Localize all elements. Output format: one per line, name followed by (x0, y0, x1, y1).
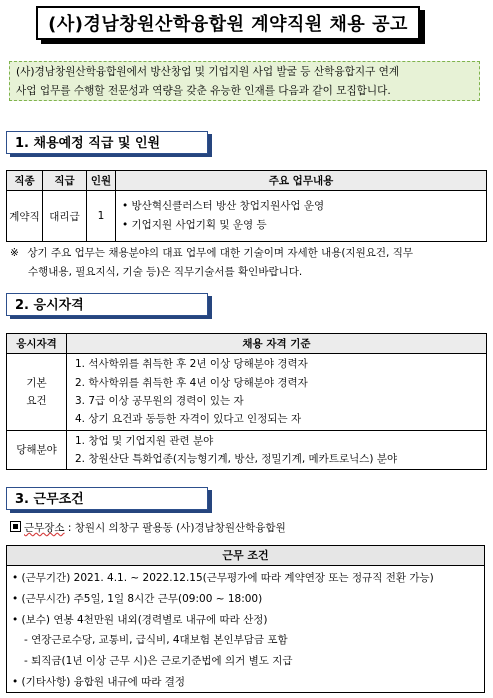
table-row (7, 354, 487, 431)
section-heading-positions (6, 131, 208, 154)
work-conditions-title: 근무 조건 (7, 546, 484, 566)
cell-duties (116, 191, 487, 242)
header-criteria: 채용 자격 기준 (67, 334, 487, 354)
list-item: • 방산혁신클러스터 방산 창업지원사업 운영 (122, 200, 325, 212)
cell-job: 계약직 (7, 191, 43, 242)
list-item: • (보수) 연봉 4천만원 내외(경력별로 내규에 따라 산정) (12, 613, 268, 626)
header-grade: 직급 (43, 171, 87, 191)
note-line: 상기 주요 업무는 채용분야의 대표 업무에 대한 기술이며 자세한 내용(지원요건, 직무 (27, 247, 414, 259)
cell-basic-label: 기본 요건 (7, 354, 67, 431)
list-item: • 기업지원 사업기획 및 운영 등 (122, 219, 267, 231)
positions-table (6, 170, 487, 242)
cell-grade: 대리급 (43, 191, 87, 242)
table-header-row (7, 171, 487, 191)
section-heading-text: 3. 근무조건 (15, 492, 84, 507)
note-mark: ※ (10, 247, 19, 259)
list-item: 1. 창업 및 기업지원 관련 분야 (75, 434, 214, 447)
cell-field-label: 당해분야 (7, 431, 67, 470)
header-duties: 주요 업무내용 (116, 171, 487, 191)
work-conditions-box (6, 545, 485, 693)
qualifications-table (6, 333, 487, 470)
work-place-label: 근무장소 (24, 522, 65, 534)
list-item: 2. 학사학위를 취득한 후 4년 이상 당해분야 경력자 (75, 376, 308, 389)
intro-box (9, 61, 480, 101)
list-item: • (근무기간) 2021. 4.1. ~ 2022.12.15(근무평가에 따라 계약연장 또는 정규직 전환 가능) (12, 572, 434, 584)
intro-line: (사)경남창원산학융합원에서 방산창업 및 기업지원 사업 발굴 등 산학융합지구 연계 (16, 66, 400, 78)
table-header-row (7, 334, 487, 354)
intro-line: 사업 업무를 수행할 전문성과 역량을 갖춘 유능한 인재를 다음과 같이 모집합니다. (16, 85, 391, 97)
page-title (36, 6, 420, 40)
list-item: 4. 상기 요건과 동등한 자격이 있다고 인정되는 자 (75, 413, 302, 426)
page-title-text: (사)경남창원산학융합원 계약직원 채용 공고 (48, 14, 408, 35)
positions-note (10, 244, 485, 282)
header-job: 직종 (7, 171, 43, 191)
list-item: - 퇴직금(1년 이상 근무 시)은 근로기준법에 의거 별도 지급 (24, 655, 293, 668)
table-row (7, 191, 487, 242)
section-heading-text: 2. 응시자격 (15, 298, 84, 313)
list-item: - 연장근로수당, 교통비, 급식비, 4대보험 본인부담금 포함 (24, 634, 288, 647)
square-bullet-icon (10, 521, 21, 532)
list-item: 2. 창원산단 특화업종(지능형기계, 방산, 정밀기계, 메카트로닉스) 분야 (75, 453, 398, 465)
note-line: 수행내용, 필요지식, 기술 등)은 직무기술서를 확인바랍니다. (28, 266, 303, 278)
section-heading-text: 1. 채용예정 직급 및 인원 (15, 136, 161, 151)
cell-field-criteria (67, 431, 487, 470)
list-item: 3. 7급 이상 공무원의 경력이 있는 자 (75, 395, 244, 407)
list-item: 1. 석사학위를 취득한 후 2년 이상 당해분야 경력자 (75, 358, 308, 371)
list-item: • (기타사항) 융합원 내규에 따라 결정 (12, 675, 186, 688)
section-heading-qualifications (6, 293, 208, 316)
header-count: 인원 (87, 171, 116, 191)
list-item: • (근무시간) 주5일, 1일 8시간 근무(09:00 ~ 18:00) (12, 592, 263, 605)
work-place-value: : 창원시 의창구 팔용동 (사)경남창원산학융합원 (64, 522, 286, 534)
section-heading-conditions (6, 487, 208, 510)
cell-count: 1 (87, 191, 116, 242)
cell-basic-criteria (67, 354, 487, 431)
table-row (7, 431, 487, 470)
header-qualification: 응시자격 (7, 334, 67, 354)
work-place-line (10, 520, 286, 536)
